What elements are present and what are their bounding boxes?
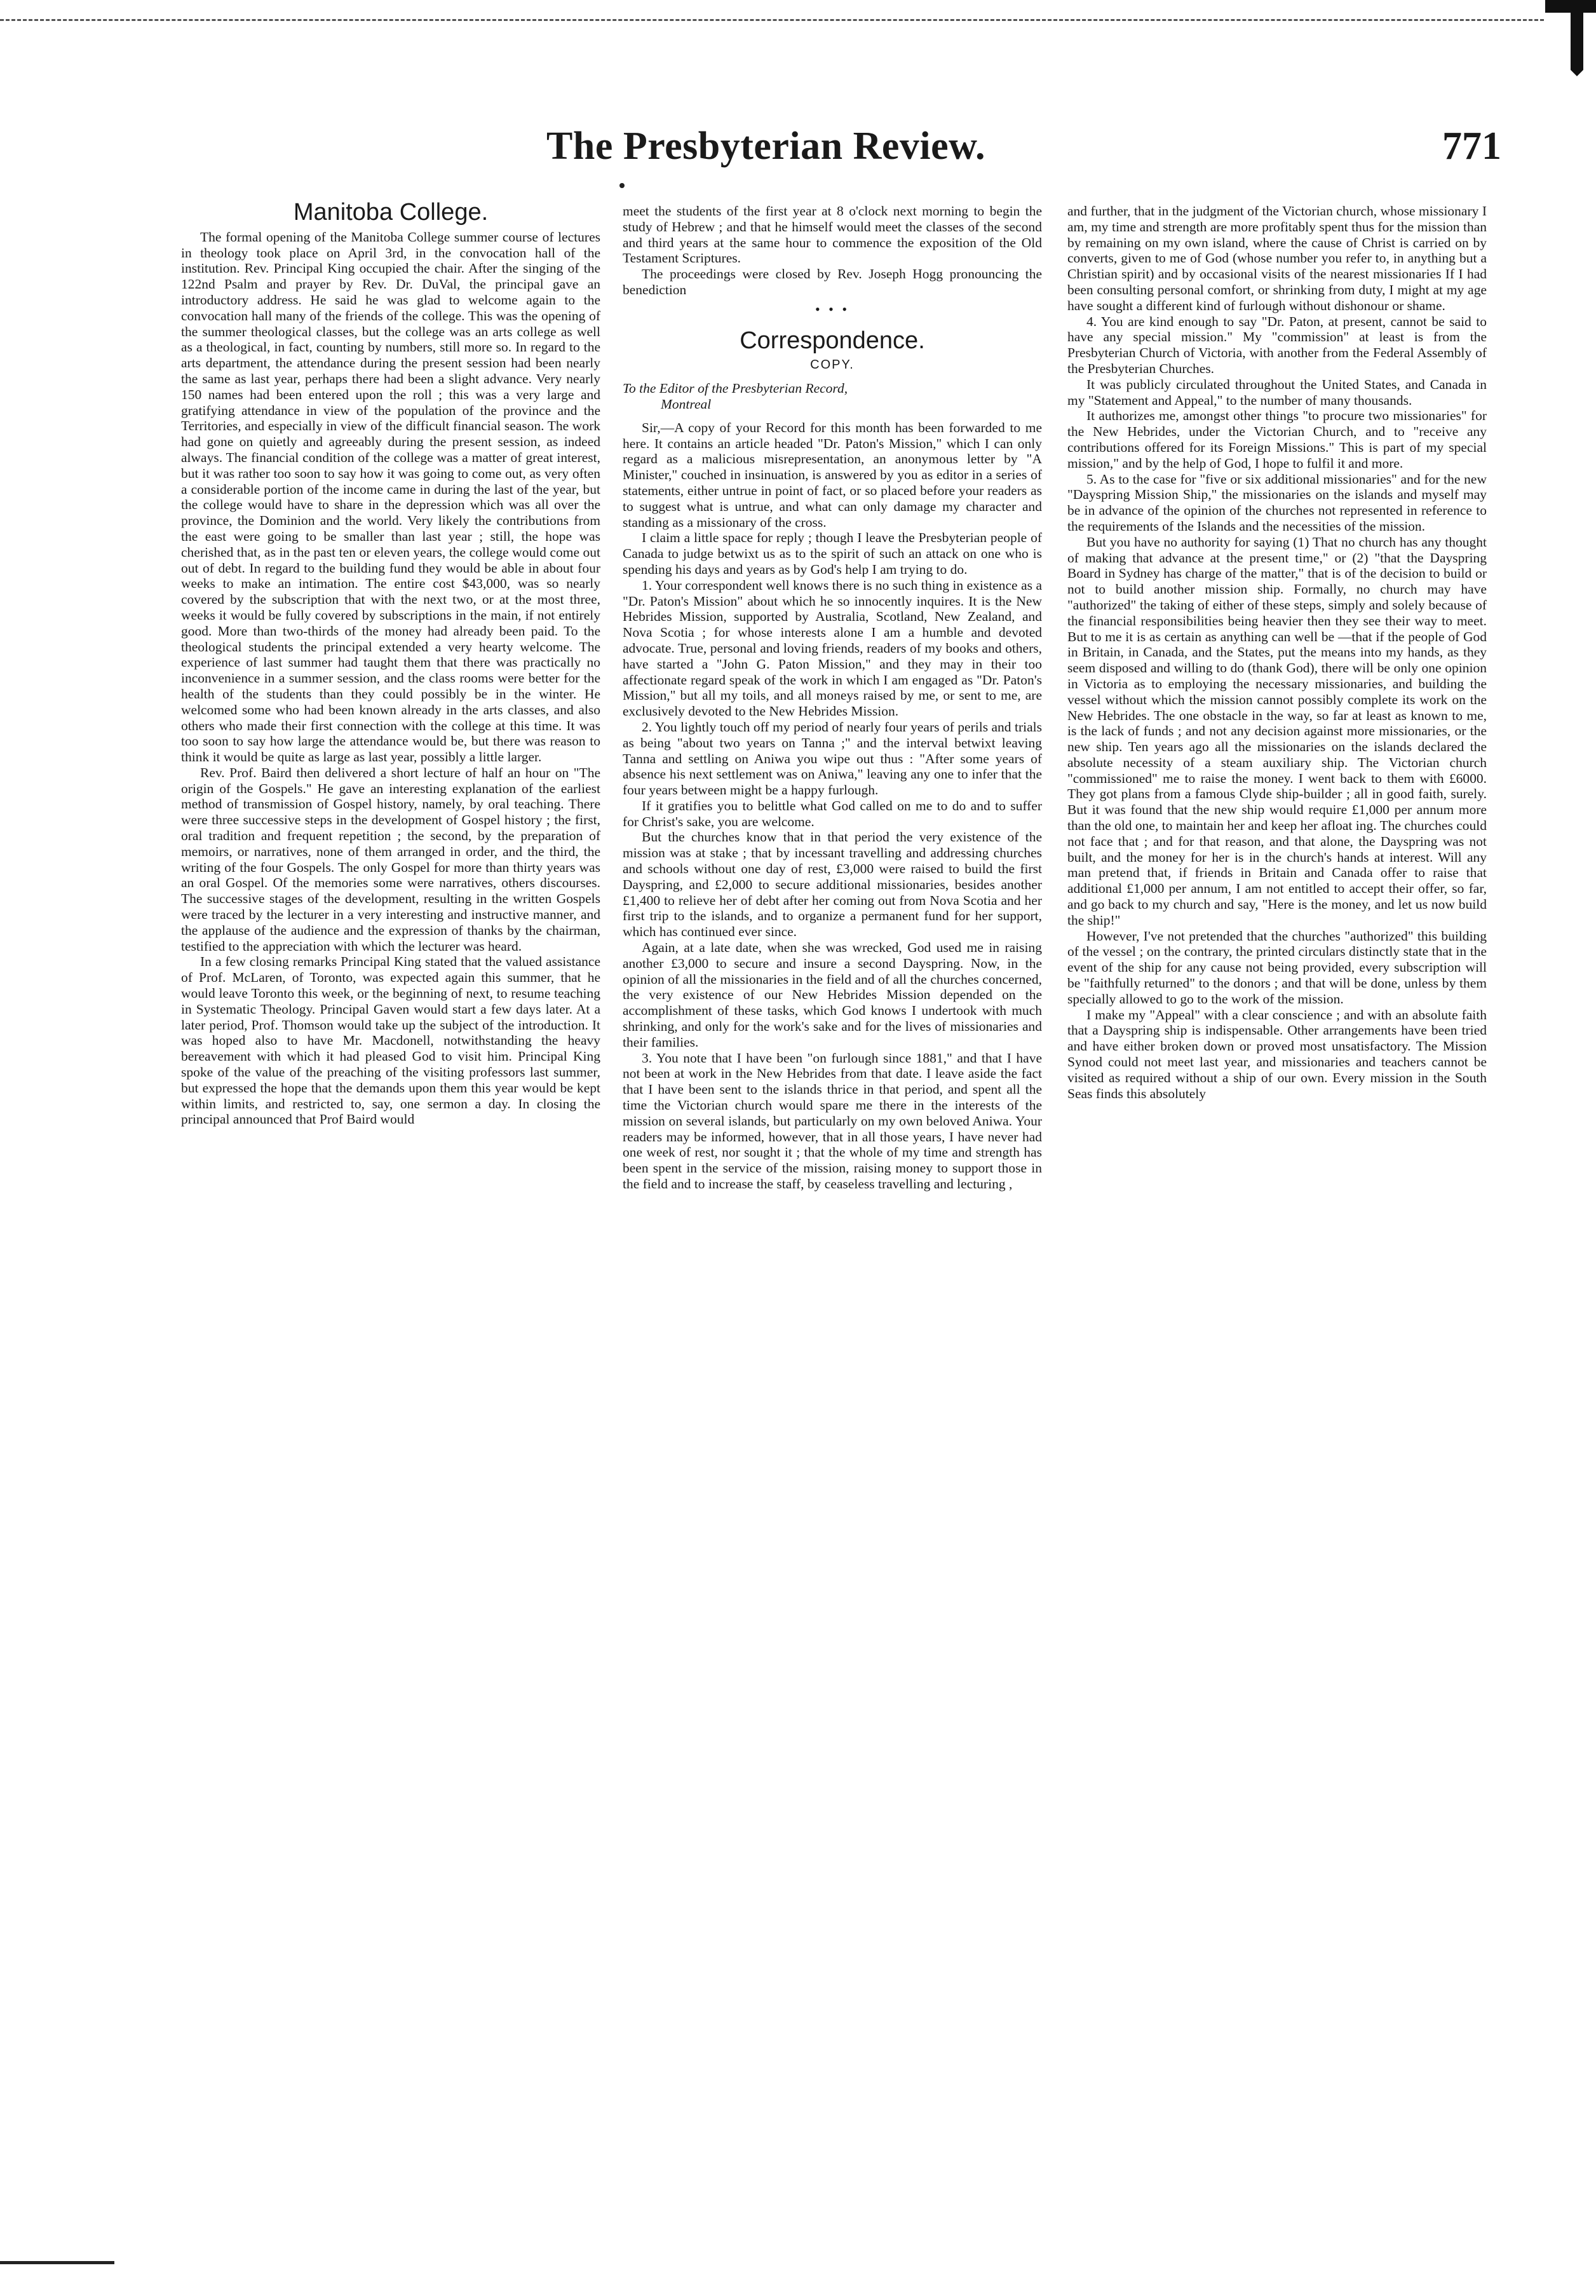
article-paragraph: In a few closing remarks Principal King stated that the valued assistance of Prof. McLaren, of Toronto, was expected again this summer, that he would leave Toronto this week, or the beginning of next, to resume teaching in Systematic Theology. Principal Gaven would start a few days later. At a later period, Prof. Thomson would take up the subject of the introduction. It was hoped also to have Mr. Macdonell, notwithstanding the heavy bereavement with which it had pleased God to visit him. Principal King spoke of the value of the preaching of the visiting professors last summer, but expressed the hope that the demands upon them this year would be kept within limits, and restricted to, say, one sermon a day. In closing the principal announced that Prof Baird would bbox=[181, 954, 600, 1127]
letter-paragraph: 1. Your correspondent well knows there is no such thing in existence as a "Dr. Paton's Mission" about which he so innocently inquires. It is the New Hebrides Mission, supported by Australia, Scotland, New Zealand, and Nova Scotia ; for whose interests alone I am a humble and devoted advocate. True, personal and loving friends, readers of my books and others, have started a "John G. Paton Mission," and they may in their too affectionate regard speak of the work in which I am engaged as "Dr. Paton's Mission," but all my toils, and all moneys raised by me, or sent to me, are exclusively devoted to the New Hebrides Mission. bbox=[623, 577, 1042, 719]
article-paragraph: The formal opening of the Manitoba College summer course of lectures in theology took place on April 3rd, in the convocation hall of the institution. Rev. Principal King occupied the chair. After the singing of the 122nd Psalm and prayer by Rev. Dr. DuVal, the principal gave an introductory address. He said he was glad to welcome again to the convocation hall many of the friends of the college. This was the opening of the summer theological classes, but the college was an arts college as well as a theological, in fact, counting by numbers, still more so. In regard to the arts department, the attendance during the present session had been nearly the same as last year, perhaps there had been a slight advance. Very nearly 150 names had been entered upon the roll ; this was a very large and gratifying attendance in view of the population of the province and the Territories, and especially in view of the difficult financial season. The work had gone on quietly and agreeably during the present session, as indeed always. The financial condition of the college was a matter of great interest, but it was rather too soon to say how it was going to come out, as very often a considerable portion of the income came in during the last of the year, but the college would have to share in the depression which was all over the province, the Dominion and the world. Very likely the contributions from the east were going to be smaller than last year ; still, the hope was cherished that, as in the past ten or eleven years, the college would come out out of debt. In regard to the building fund they would be able in about four weeks to make an intimation. The entire cost $43,000, was so nearly covered by the subscription that with the next two, or at the most three, weeks it would be fully covered by subscriptions in the main, if not entirely good. More than two-thirds of the money had already been paid. To the theological students the principal extended a very hearty welcome. The experience of last summer had taught them that there was practically no inconvenience in a summer session, and the class rooms were better for the health of the students than they could possibly be in the winter. He welcomed some who had been known already in the arts classes, and also others who made their first connection with the college at this time. It was too soon to say how large the attendance would be, but there was reason to think it would be quite as large as last year, possibly a little larger. bbox=[181, 229, 600, 765]
masthead bbox=[0, 124, 1596, 181]
letter-paragraph: 5. As to the case for "five or six additional missionaries" and for the new "Dayspring Mission Ship," the missionaries on the islands and myself may be in advance of the opinion of the churches not represented in reference to the requirements of the Islands and the necessities of the mission. bbox=[1067, 471, 1487, 534]
letter-paragraph: But the churches know that in that period the very existence of the mission was at stake ; that by incessant travelling and addressing churches and schools without one day of rest, £3,000 were raised to build the first Dayspring, and £2,000 to secure additional missionaries, besides another £1,400 to relieve her of debt after her coming out from Nova Scotia and her first trip to the islands, and to organize a permanent fund for her support, which has continued ever since. bbox=[623, 829, 1042, 940]
page-corner-mark bbox=[1545, 0, 1596, 76]
top-border-rule bbox=[0, 19, 1544, 21]
column-2 bbox=[623, 203, 1042, 1192]
page-number: 771 bbox=[1442, 125, 1501, 168]
article-paragraph: The proceedings were closed by Rev. Joseph Hogg pronouncing the benediction bbox=[623, 266, 1042, 297]
letter-paragraph: and further, that in the judgment of the Victorian church, whose missionary I am, my time and strength are more profitably spent thus for the mission than by remaining on my own island, where the cause of Christ is carried on by converts, given to me of God (whose number you refer to, in anything but a Christian spirit) and by occasional visits of the nearest missionaries If I had been consulting personal comfort, or shrinking from duty, I might at my age have sought a different kind of furlough without dishonour or shame. bbox=[1067, 203, 1487, 313]
letter-paragraph: But you have no authority for saying (1) That no church has any thought of making that advance at the present time," or (2) "that the Dayspring Board in Sydney has charge of the matter," that is of the decision to build or not to build another mission ship. Formally, no church may have "authorized" the taking of either of these steps, simply and solely because of the financial responsibilities being heavier then they see their way to meet. But to me it is as certain as anything can well be —that if the people of God in Britain, in Canada, and the States, put the means into my hands, as they seem disposed and willing to do (thank God), there will be only one opinion in Victoria as to employing the necessary missionaries, and building the vessel without which the mission cannot possibly complete its work on the New Hebrides. The one obstacle in the way, so far at least as known to me, is the lack of funds ; and not any decision against more missionaries, or the new ship. Ten years ago all the missionaries on the islands declared the absolute necessity of a steam auxiliary ship. The Victorian church "commissioned" me to raise the money. I went back to them with £6000. They got plans from a famous Clyde ship-builder ; all in good faith, surely. But it was found that the new ship would require £1,000 per annum more than the old one, to maintain her and keep her afloat ing. The churches could not face that ; and for that reason, and that alone, the Dayspring was not built, and the money for her is in the church's hands at interest. Will any man pretend that, if friends in Britain and Canada offer to raise that additional £1,000 per annum, I am not entitled to accept their offer, so far, and go back to my church and say, "Here is the money, and let us now build the ship!" bbox=[1067, 534, 1487, 928]
bottom-rule bbox=[0, 2261, 114, 2264]
letter-paragraph: It was publicly circulated throughout the United States, and Canada in my "Statement and Appeal," to the number of many thousands. bbox=[1067, 376, 1487, 408]
letter-paragraph: Sir,—A copy of your Record for this month has been forwarded to me here. It contains an article headed "Dr. Paton's Mission," which I can only regard as a malicious misrepresentation, an anonymous letter by "A Minister," couched in insinuation, is answered by you as editor in a series of statements, either untrue in point of fact, or so placed before your readers as to suggest what is untrue, and what can only damage my character and standing as a missionary of the cross. bbox=[623, 419, 1042, 530]
copy-label: COPY. bbox=[810, 358, 855, 372]
article-paragraph: meet the students of the first year at 8 o'clock next morning to begin the study of Hebrew ; and that he himself would meet the classes of the second and third years at the same hour to commence the exposition of the Old Testament Scriptures. bbox=[623, 203, 1042, 266]
column-3 bbox=[1067, 203, 1487, 1101]
section-heading-correspondence: Correspondence. bbox=[740, 327, 925, 354]
letter-paragraph: Again, at a late date, when she was wrecked, God used me in raising another £3,000 to secure and insure a second Dayspring. Now, in the opinion of all the missionaries in the field and of all the churches concerned, the very existence of our New Hebrides Mission depended on the accomplishment of these tasks, which God knows I undertook with much shrinking, and only for the work's sake and for the lives of missionaries and their families. bbox=[623, 940, 1042, 1050]
letter-paragraph: 3. You note that I have been "on furlough since 1881," and that I have not been at work in the New Hebrides from that date. I leave aside the fact that I have been sent to the islands thrice in that period, and spent all the time the Victorian church would spare me there in the interests of the mission on several islands, but particularly on my own beloved Aniwa. Your readers may be informed, however, that in all those years, I have never had one week of rest, nor sought it ; that the whole of my time and strength has been spent in the service of the mission, raising money to support those in the field and to increase the staff, by ceaseless travelling and lecturing , bbox=[623, 1050, 1042, 1192]
letter-paragraph: 4. You are kind enough to say "Dr. Paton, at present, cannot be said to have any special mission." My "commission" at least is from the Presbyterian Church of Victoria, with another from the Federal Assembly of the Presbyterian Churches. bbox=[1067, 313, 1487, 376]
ornament-dot bbox=[619, 183, 625, 188]
letter-paragraph: 2. You lightly touch off my period of nearly four years of perils and trials as being "about two years on Tanna ;" and the interval betwixt leaving Tanna and settling on Aniwa you wipe out thus : "After some years of absence his next settlement was on Aniwa," leaving any one to infer that the four years between might be a happy furlough. bbox=[623, 719, 1042, 798]
letter-address-city: Montreal bbox=[661, 396, 712, 412]
letter-paragraph: I claim a little space for reply ; though I leave the Presbyterian people of Canada to judge betwixt us as to the spirit of such an attack on one who is spending his days and years as by God's help I am trying to do. bbox=[623, 530, 1042, 577]
publication-title: The Presbyterian Review. bbox=[546, 125, 986, 168]
letter-paragraph: I make my "Appeal" with a clear conscience ; and with an absolute faith that a Dayspring ship is indispensable. Other arrangements have been tried and have either broken down or proved most unsatisfactory. The Mission Synod could not meet last year, and missionaries and teachers cannot be visited as required without a ship of our own. Every mission in the South Seas finds this absolutely bbox=[1067, 1007, 1487, 1101]
column-1 bbox=[181, 199, 600, 1127]
letter-address: To the Editor of the Presbyterian Record, bbox=[623, 381, 848, 397]
letter-paragraph: However, I've not pretended that the churches "authorized" this building of the vessel ; on the contrary, the printed circulars distinctly state that in the event of the ship for any cause not being provided, every subscription will be "faithfully returned" to the donors ; and that will be done, unless by them specially allowed to go to the work of the mission. bbox=[1067, 928, 1487, 1007]
section-separator: • • • bbox=[815, 301, 850, 317]
article-heading-manitoba: Manitoba College. bbox=[293, 199, 489, 226]
letter-paragraph: It authorizes me, amongst other things "to procure two missionaries" for the New Hebrides, under the Victorian Church, and to "receive any contributions offered for its Foreign Missions." This is part of my special mission," and by the help of God, I hope to fulfil it and more. bbox=[1067, 408, 1487, 471]
letter-paragraph: If it gratifies you to belittle what God called on me to do and to suffer for Christ's sake, you are welcome. bbox=[623, 798, 1042, 829]
article-paragraph: Rev. Prof. Baird then delivered a short lecture of half an hour on "The origin of the Gospels." He gave an interesting explanation of the earliest method of transmission of Gospel history, namely, by oral teaching. There were three successive steps in the development of Gospel history ; the first, oral tradition and frequent repetition ; the second, by the preparation of memoirs, or narratives, none of them arranged in order, and the third, the writing of the four Gospels. The only Gospel for more than thirty years was an oral Gospel. Of the memories some were narratives, others discourses. The successive stages of the development, resulting in the written Gospels were traced by the lecturer in a very interesting and instructive manner, and the applause of the audience and the expression of thanks by the chairman, testified to the appreciation with which the lecturer was heard. bbox=[181, 764, 600, 954]
